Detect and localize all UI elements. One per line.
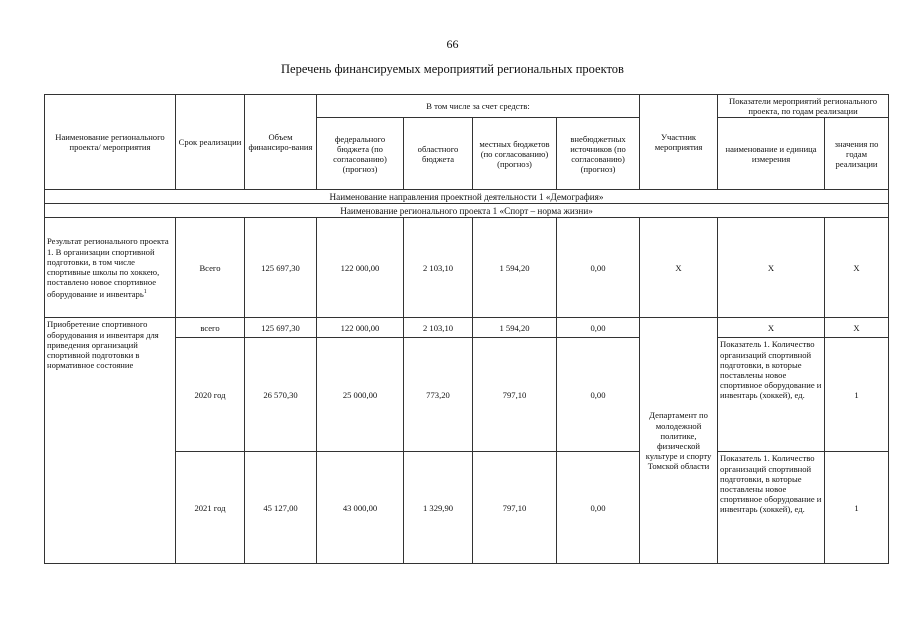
- measure-2021-local: 797,10: [473, 452, 557, 564]
- result-volume: 125 697,30: [245, 218, 317, 318]
- table-row: [45, 318, 889, 338]
- measure-total-federal: 122 000,00: [317, 318, 404, 338]
- measure-2020-period: 2020 год: [176, 338, 245, 452]
- measure-total-local: 1 594,20: [473, 318, 557, 338]
- header-participant: Участник мероприятия: [640, 95, 718, 190]
- header-project: Наименование регионального проекта/ мероприятия: [45, 95, 176, 190]
- result-regional: 2 103,10: [404, 218, 473, 318]
- result-name-cell: [45, 218, 176, 318]
- measure-total-indicator-value: X: [825, 318, 889, 338]
- measure-total-volume: 125 697,30: [245, 318, 317, 338]
- result-period: Всего: [176, 218, 245, 318]
- measure-participant: Департамент по молодежной политике, физической культуре и спорту Томской области: [640, 318, 718, 564]
- result-footnote: 1: [143, 289, 147, 296]
- header-extra: внебюджетных источников (по согласованию) (прогноз): [557, 118, 640, 190]
- measure-2020-indicator-value: 1: [825, 338, 889, 452]
- header-indicator-values: значения по годам реализации: [825, 118, 889, 190]
- header-row-1: [45, 95, 889, 118]
- projects-table: [44, 94, 889, 564]
- measure-2021-volume: 45 127,00: [245, 452, 317, 564]
- measure-2020-local: 797,10: [473, 338, 557, 452]
- header-period: Срок реализации: [176, 95, 245, 190]
- header-regional: областного бюджета: [404, 118, 473, 190]
- section-project-row: [45, 204, 889, 218]
- measure-2021-federal: 43 000,00: [317, 452, 404, 564]
- header-local: местных бюджетов (по согласованию) (прогноз): [473, 118, 557, 190]
- measure-2020-indicator-name: Показатель 1. Количество организаций спортивной подготовки, в которые поставлены новое спортивное оборудование и инвентарь (хоккей), ед.: [718, 338, 825, 452]
- measure-total-indicator-name: X: [718, 318, 825, 338]
- measure-total-regional: 2 103,10: [404, 318, 473, 338]
- section-direction: Наименование направления проектной деятельности 1 «Демография»: [45, 190, 889, 204]
- header-volume: Объем финансиро-вания: [245, 95, 317, 190]
- measure-2021-indicator-name: Показатель 1. Количество организаций спортивной подготовки, в которые поставлены новое спортивное оборудование и инвентарь (хоккей), ед.: [718, 452, 825, 564]
- measure-2021-extra: 0,00: [557, 452, 640, 564]
- measure-2021-regional: 1 329,90: [404, 452, 473, 564]
- measure-name: Приобретение спортивного оборудования и инвентаря для приведения организаций спортивной подготовки в нормативное состояние: [45, 318, 176, 564]
- measure-2020-volume: 26 570,30: [245, 338, 317, 452]
- result-federal: 122 000,00: [317, 218, 404, 318]
- header-sources-group: В том числе за счет средств:: [317, 95, 640, 118]
- document-title: Перечень финансируемых мероприятий региональных проектов: [281, 62, 624, 76]
- measure-total-period: всего: [176, 318, 245, 338]
- measure-2020-regional: 773,20: [404, 338, 473, 452]
- result-indicator-value: X: [825, 218, 889, 318]
- section-direction-row: [45, 190, 889, 204]
- result-participant: X: [640, 218, 718, 318]
- page-number: 66: [446, 37, 459, 51]
- header-federal: федерального бюджета (по согласованию) (прогноз): [317, 118, 404, 190]
- measure-2021-period: 2021 год: [176, 452, 245, 564]
- measure-2020-federal: 25 000,00: [317, 338, 404, 452]
- result-extra: 0,00: [557, 218, 640, 318]
- measure-2020-extra: 0,00: [557, 338, 640, 452]
- header-indicators-group: Показатели мероприятий регионального проекта, по годам реализации: [718, 95, 889, 118]
- measure-2021-indicator-value: 1: [825, 452, 889, 564]
- measure-total-extra: 0,00: [557, 318, 640, 338]
- result-name: Результат регионального проекта 1. В организации спортивной подготовки, в том числе спортивные школы по хоккею, поставлено новое спортивное оборудование и инвентарь: [47, 236, 169, 300]
- result-indicator-name: X: [718, 218, 825, 318]
- section-project: Наименование регионального проекта 1 «Спорт – норма жизни»: [45, 204, 889, 218]
- table-row: [45, 218, 889, 318]
- header-indicator-name: наименование и единица измерения: [718, 118, 825, 190]
- result-local: 1 594,20: [473, 218, 557, 318]
